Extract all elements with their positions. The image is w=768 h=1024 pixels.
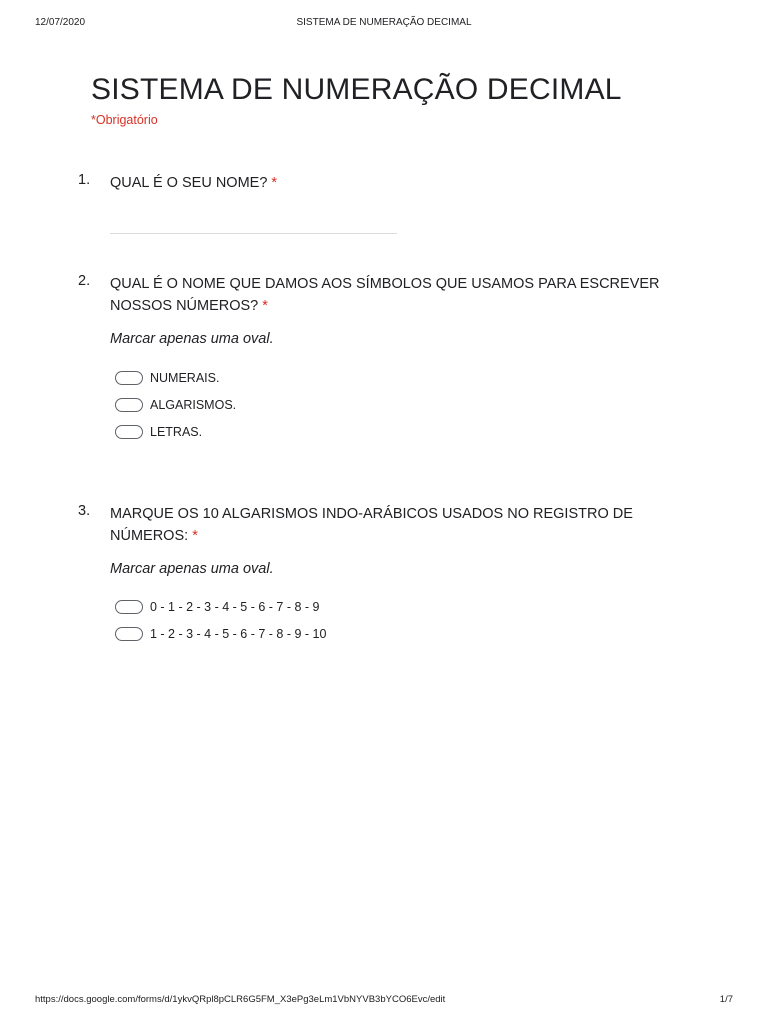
required-star: * — [192, 528, 198, 544]
radio-oval[interactable] — [115, 398, 143, 412]
print-header-title: SISTEMA DE NUMERAÇÃO DECIMAL — [296, 17, 472, 28]
option-numerais[interactable] — [115, 369, 219, 387]
option-label: 0 - 1 - 2 - 3 - 4 - 5 - 6 - 7 - 8 - 9 — [150, 600, 320, 614]
question-1 — [78, 172, 688, 242]
question-instruction: Marcar apenas uma oval. — [110, 331, 274, 347]
option-label: ALGARISMOS. — [150, 398, 237, 412]
name-answer-field[interactable] — [110, 233, 397, 234]
print-footer-url: https://docs.google.com/forms/d/1ykvQRpl8pCLR6G5FM_X3ePg3eLm1VbNYVB3bYCO6Evc/edit — [35, 994, 446, 1005]
question-number: 2. — [78, 273, 91, 289]
question-2 — [78, 273, 688, 448]
radio-oval[interactable] — [115, 425, 143, 439]
required-star: * — [271, 175, 278, 191]
question-3 — [78, 503, 688, 653]
question-label: MARQUE OS 10 ALGARISMOS INDO-ARÁBICOS USADOS NO REGISTRO DE NÚMEROS: — [110, 506, 633, 544]
print-header-date: 12/07/2020 — [35, 17, 86, 28]
option-label: NUMERAIS. — [150, 371, 220, 385]
option-algarismos[interactable] — [115, 396, 236, 414]
radio-oval[interactable] — [115, 627, 143, 641]
option-letras[interactable] — [115, 423, 202, 441]
option-0-to-9[interactable] — [115, 598, 320, 616]
option-1-to-10[interactable] — [115, 625, 326, 643]
question-number: 1. — [78, 172, 91, 188]
form-title: SISTEMA DE NUMERAÇÃO DECIMAL — [91, 73, 622, 106]
print-footer-page-number: 1/7 — [719, 994, 733, 1005]
radio-oval[interactable] — [115, 371, 143, 385]
question-label: QUAL É O SEU NOME? — [110, 175, 268, 191]
question-text — [110, 273, 685, 317]
question-instruction: Marcar apenas uma oval. — [110, 561, 274, 577]
required-note: *Obrigatório — [91, 113, 158, 127]
option-label: 1 - 2 - 3 - 4 - 5 - 6 - 7 - 8 - 9 - 10 — [150, 627, 327, 641]
question-text — [110, 503, 685, 547]
question-number: 3. — [78, 503, 91, 519]
required-star: * — [262, 298, 268, 314]
question-label: QUAL É O NOME QUE DAMOS AOS SÍMBOLOS QUE USAMOS PARA ESCREVER NOSSOS NÚMEROS? — [110, 276, 660, 314]
option-label: LETRAS. — [150, 425, 203, 439]
question-text — [110, 172, 685, 194]
radio-oval[interactable] — [115, 600, 143, 614]
